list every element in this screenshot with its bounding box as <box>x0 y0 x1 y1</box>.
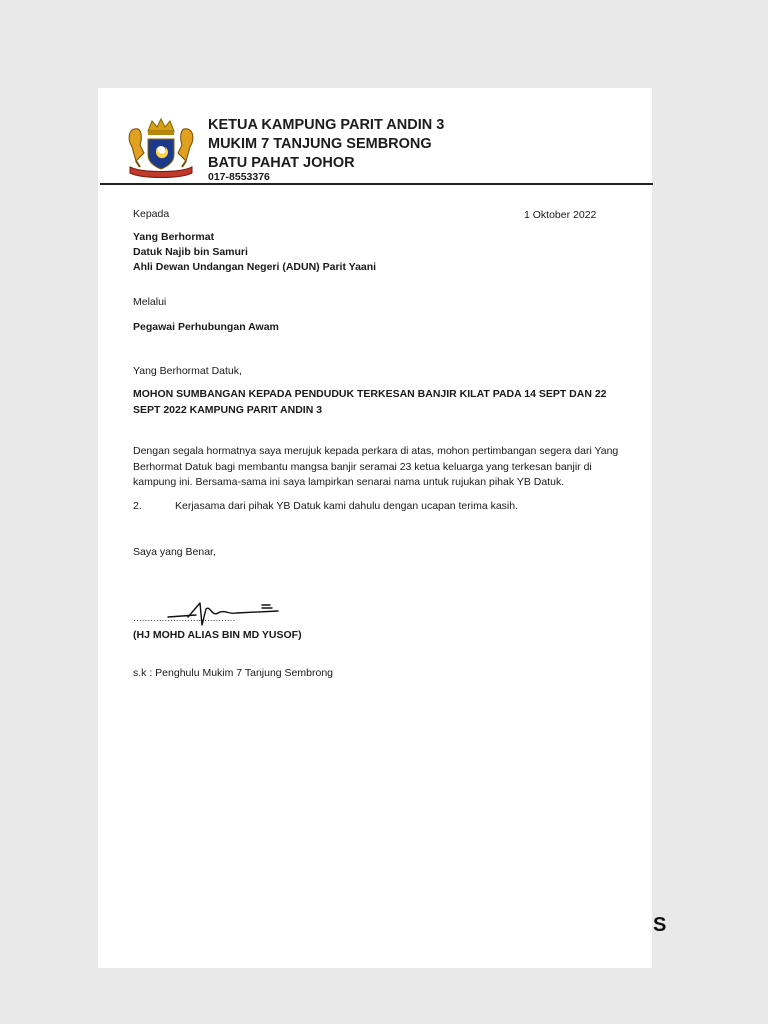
body-paragraph-2: Kerjasama dari pihak YB Datuk kami dahulu dengan ucapan terima kasih. <box>175 500 519 512</box>
kepada-label: Kepada <box>133 208 170 220</box>
via-recipient: Pegawai Perhubungan Awam <box>133 321 279 333</box>
letterhead-mukim: MUKIM 7 TANJUNG SEMBRONG <box>208 136 432 152</box>
addressee-line: Datuk Najib bin Samuri <box>133 246 248 258</box>
watermark-letter: S <box>653 914 667 936</box>
salutation: Yang Berhormat Datuk, <box>133 365 242 377</box>
johor-crest-icon <box>122 117 200 183</box>
signer-name: (HJ MOHD ALIAS BIN MD YUSOF) <box>133 629 302 641</box>
signature-dots: ……………………………… <box>133 613 235 623</box>
letterhead-divider <box>100 183 653 185</box>
body-paragraph-1: Dengan segala hormatnya saya merujuk kepada perkara di atas, mohon pertimbangan segera dari Yang Berhormat Datuk bagi membantu mangsa banjir seramai 23 ketua keluarga yang terkesan banjir di kampung ini. Bersama-sama ini saya lampirkan senarai nama untuk rujukan pihak YB Datuk. <box>133 445 619 488</box>
subject-line: MOHON SUMBANGAN KEPADA PENDUDUK TERKESAN BANJIR KILAT PADA 14 SEPT DAN 22 SEPT 2022 KAMPUNG PARIT ANDIN 3 <box>133 388 607 416</box>
closing-line: Saya yang Benar, <box>133 546 216 558</box>
addressee-line: Yang Berhormat <box>133 231 215 243</box>
paragraph-number: 2. <box>133 500 142 512</box>
cc-line: s.k : Penghulu Mukim 7 Tanjung Sembrong <box>133 667 334 679</box>
letter-date: 1 Oktober 2022 <box>524 209 597 221</box>
letterhead-district: BATU PAHAT JOHOR <box>208 155 355 171</box>
melalui-label: Melalui <box>133 296 167 308</box>
letterhead-title: KETUA KAMPUNG PARIT ANDIN 3 <box>208 117 445 133</box>
addressee-line: Ahli Dewan Undangan Negeri (ADUN) Parit Yaani <box>133 261 377 273</box>
letterhead-phone: 017-8553376 <box>208 171 270 183</box>
